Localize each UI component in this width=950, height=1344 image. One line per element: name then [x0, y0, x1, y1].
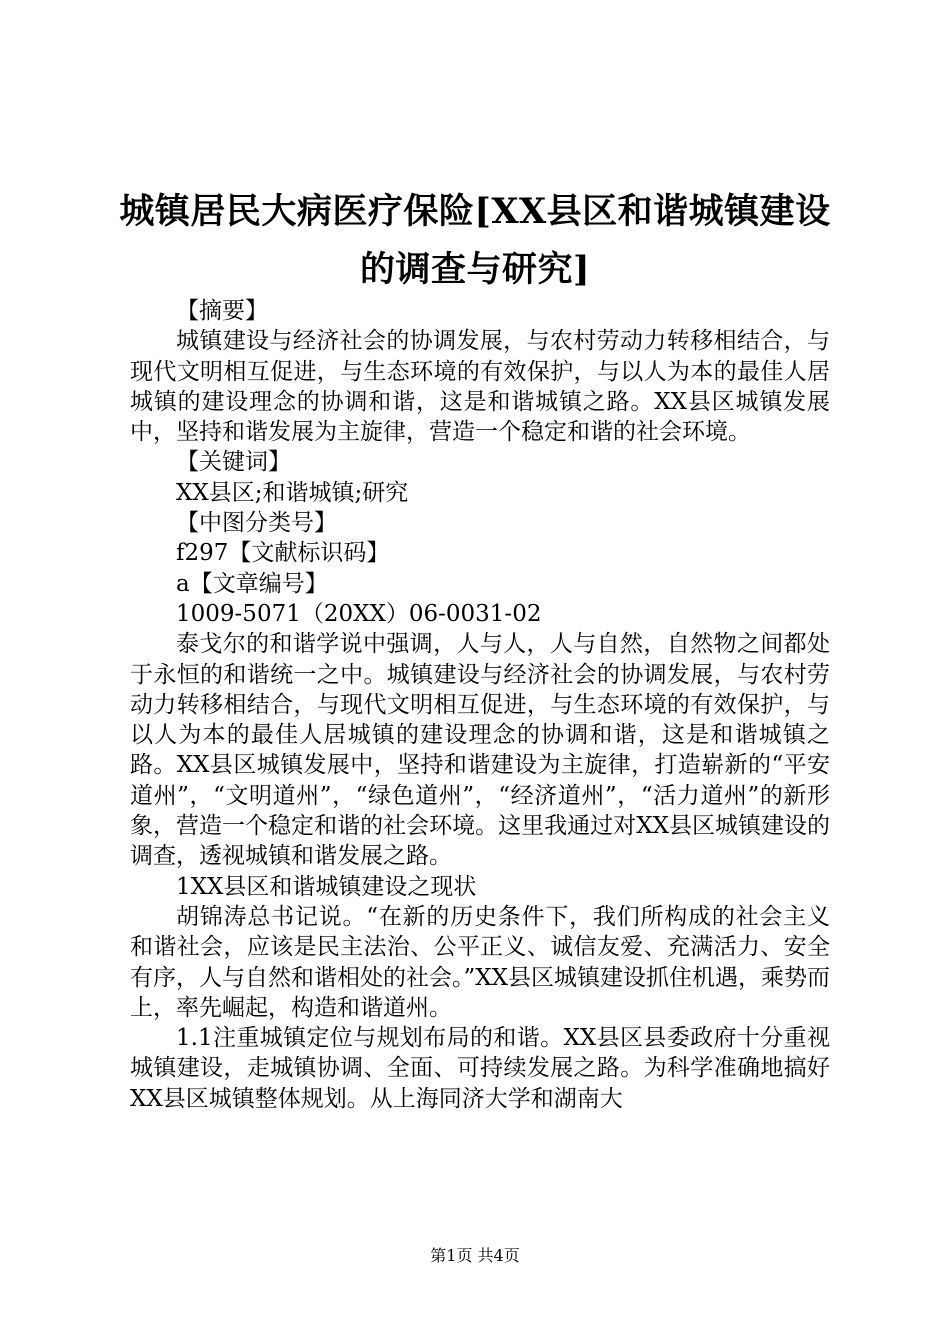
- article-number: 1009-5071（20XX）06-0031-02: [176, 600, 542, 627]
- abstract-label: 【摘要】: [176, 298, 268, 324]
- doc-code-line: a【文章编号】: [176, 570, 328, 597]
- intro-paragraph: 泰戈尔的和谐学说中强调，人与人，人与自然，自然物之间都处于永恒的和谐统一之中。城镇建设与经济社会的协调发展，与农村劳动力转移相结合，与现代文明相互促进，与生态环境的有效保护，与以人为本的最佳人居城镇的建设理念的协调和谐，这是和谐城镇之路。XX县区城镇发展中，坚持和谐建设为主旋律，打造崭新的“平安道州”，“文明道州”，“绿色道州”，“经济道州”，“活力道州”的新形象，营造一个稳定和谐的社会环境。这里我通过对XX县区城镇建设的调查，透视城镇和谐发展之路。: [130, 631, 830, 870]
- section-paragraph-2: 1.1注重城镇定位与规划布局的和谐。XX县区县委政府十分重视城镇建设，走城镇协调、全面、可持续发展之路。为科学准确地搞好XX县区城镇整体规划。从上海同济大学和湖南大: [130, 1025, 830, 1112]
- keywords-text: XX县区;和谐城镇;研究: [176, 479, 409, 506]
- document-body: [130, 296, 830, 1114]
- page-footer: 第1页 共4页: [430, 1246, 520, 1265]
- clc-line: f297【文献标识码】: [176, 540, 390, 567]
- section-heading: 1XX县区和谐城镇建设之现状: [176, 873, 477, 900]
- keywords-label: 【关键词】: [176, 449, 291, 476]
- title-line-1: 城镇居民大病医疗保险[XX县区和谐城镇建设: [119, 191, 831, 232]
- title-line-2: 的调查与研究]: [359, 249, 591, 290]
- document-title: [100, 183, 850, 299]
- clc-label: 【中图分类号】: [176, 510, 337, 537]
- abstract-text: 城镇建设与经济社会的协调发展，与农村劳动力转移相结合，与现代文明相互促进，与生态环境的有效保护，与以人为本的最佳人居城镇的建设理念的协调和谐，这是和谐城镇之路。XX县区城镇发展中，坚持和谐发展为主旋律，营造一个稳定和谐的社会环境。: [130, 328, 830, 446]
- section-paragraph-1: 胡锦涛总书记说。“在新的历史条件下，我们所构成的社会主义和谐社会，应该是民主法治、公平正义、诚信友爱、充满活力、安全有序，人与自然和谐相处的社会。”XX县区城镇建设抓住机遇，乘势而上，率先崛起，构造和谐道州。: [130, 903, 831, 1021]
